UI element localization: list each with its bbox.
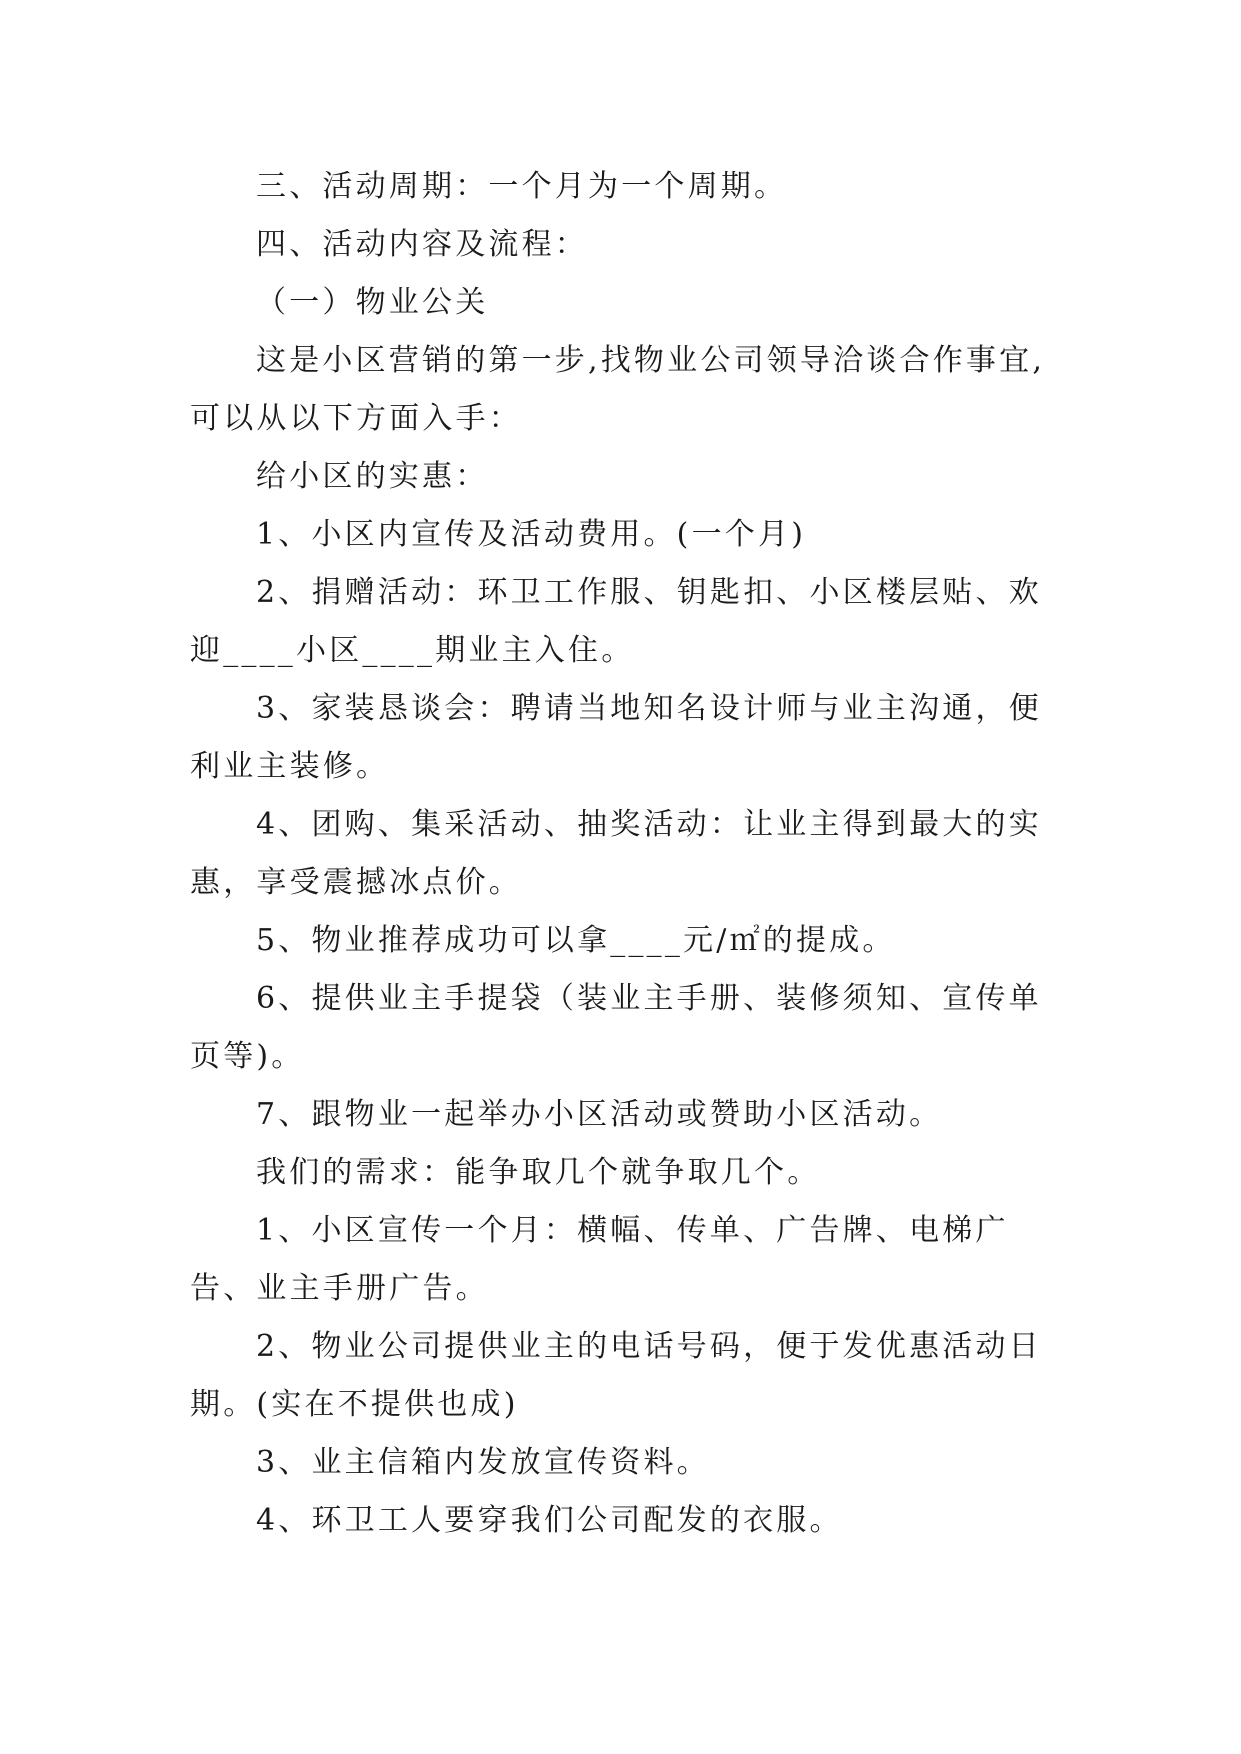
paragraph-benefit-4: 4、团购、集采活动、抽奖活动：让业主得到最大的实惠，享受震撼冰点价。 <box>190 807 1042 900</box>
paragraph-benefit-7: 7、跟物业一起举办小区活动或赞助小区活动。 <box>256 1097 943 1132</box>
paragraph-benefit-1: 1、小区内宣传及活动费用。(一个月) <box>256 517 807 552</box>
paragraph-need-3: 3、业主信箱内发放宣传资料。 <box>256 1445 710 1480</box>
paragraph-property-pr-heading: （一）物业公关 <box>256 285 489 320</box>
paragraph-benefit-6: 6、提供业主手提袋（装业主手册、装修须知、宣传单页等)。 <box>190 981 1042 1074</box>
paragraph-needs-heading: 我们的需求：能争取几个就争取几个。 <box>256 1155 821 1190</box>
paragraph-activity-content-heading: 四、活动内容及流程： <box>256 227 588 262</box>
paragraph-need-4: 4、环卫工人要穿我们公司配发的衣服。 <box>256 1503 843 1538</box>
paragraph-activity-period: 三、活动周期：一个月为一个周期。 <box>256 169 788 204</box>
paragraph-need-2: 2、物业公司提供业主的电话号码，便于发优惠活动日期。(实在不提供也成) <box>190 1329 1042 1422</box>
paragraph-first-step: 这是小区营销的第一步,找物业公司领导洽谈合作事宜,可以从以下方面入手： <box>190 343 1046 436</box>
paragraph-benefit-5: 5、物业推荐成功可以拿____元/㎡的提成。 <box>256 923 896 958</box>
paragraph-need-1: 1、小区宣传一个月：横幅、传单、广告牌、电梯广告、业主手册广告。 <box>190 1213 1009 1306</box>
paragraph-benefit-2: 2、捐赠活动：环卫工作服、钥匙扣、小区楼层贴、欢迎____小区____期业主入住。 <box>190 575 1042 668</box>
document-body <box>190 158 1070 1550</box>
paragraph-benefit-3: 3、家装恳谈会：聘请当地知名设计师与业主沟通，便利业主装修。 <box>190 691 1042 784</box>
paragraph-benefits-heading: 给小区的实惠： <box>256 459 489 494</box>
